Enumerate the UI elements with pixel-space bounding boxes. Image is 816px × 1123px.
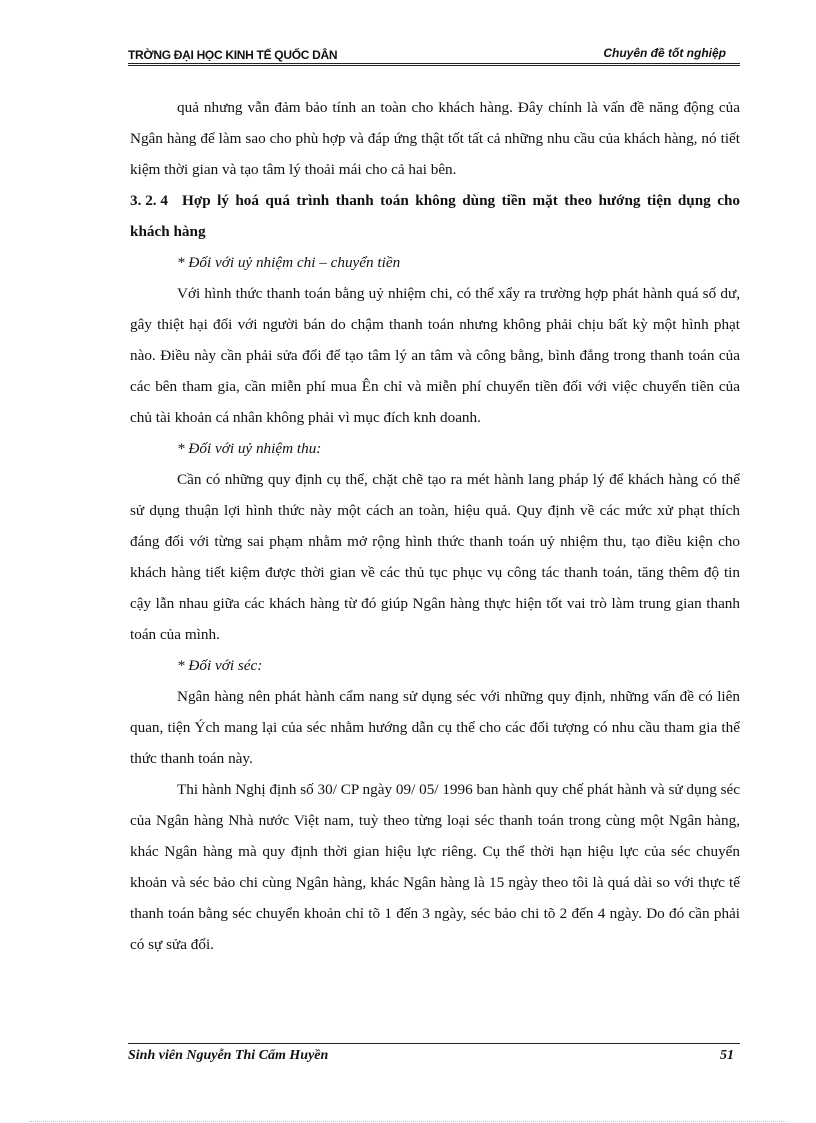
paragraph-sec-handbook: Ngân hàng nên phát hành cẩm nang sử dụng séc với những quy định, những vấn đề có liên quan, tiện Ých mang lại của séc nhằm hướng dẫn cụ thể cho các đối tượng có nhu cầu tham gia thể thức thanh toán này. (130, 688, 740, 767)
footer-author: Sinh viên Nguyễn Thi Cẩm Huyền (128, 1048, 329, 1063)
paragraph-uy-nhiem-thu: Cần có những quy định cụ thể, chặt chẽ tạo ra mét hành lang pháp lý để khách hàng có thể sử dụng thuận lợi hình thức này một cách an toàn, hiệu quả. Quy định về các mức xử phạt thích đáng đối với từng sai phạm nhằm mở rộng hình thức thanh toán uỷ nhiệm thu, tạo điều kiện cho khách hàng tiết kiệm được thời gian về các thủ tục phục vụ công tác thanh toán, tăng thêm độ tin cậy lẫn nhau giữa các khách hàng từ đó giúp Ngân hàng thực hiện tốt vai trò làm trung gian thanh toán của mình. (130, 471, 740, 643)
paragraph-intro: quả nhưng vẫn đảm bảo tính an toàn cho khách hàng. Đây chính là vấn đề năng động của Ngân hàng để làm sao cho phù hợp và đáp ứng thật tốt tất cả những nhu cầu của khách hàng, nó tiết kiệm thời gian và tạo tâm lý thoải mái cho cả hai bên. (130, 99, 740, 178)
page-header (128, 46, 740, 66)
header-thesis-type: Chuyên đề tốt nghiệp (603, 46, 726, 60)
page-footer (128, 1043, 740, 1067)
footer-rule (128, 1043, 740, 1044)
section-number: 3. 2. 4 (130, 192, 168, 209)
header-rule-secondary (128, 65, 740, 66)
page-bottom-edge (30, 1121, 786, 1122)
header-rule (128, 63, 740, 64)
section-heading (130, 185, 740, 247)
document-body (130, 92, 740, 960)
section-title: Hợp lý hoá quá trình thanh toán không dùng tiền mặt theo hướng tiện dụng cho khách hàng (130, 192, 740, 240)
subheading-sec: * Đối với séc: (177, 657, 263, 674)
header-university: TRỜNG ĐẠI HỌC KINH TẾ QUỐC DÂN (128, 48, 338, 62)
paragraph-uy-nhiem-chi: Với hình thức thanh toán bằng uỷ nhiệm chi, có thể xẩy ra trường hợp phát hành quá số dư, gây thiệt hại đối với người bán do chậm thanh toán nhưng không phải chịu bất kỳ một hình phạt nào. Điều này cần phải sửa đổi để tạo tâm lý an tâm và công bằng, bình đẳng trong thanh toán của các bên tham gia, cần miễn phí mua Ên chỉ và miễn phí chuyển tiền đối với việc chuyển tiền của chủ tài khoản cá nhân không phải vì mục đích knh doanh. (130, 285, 740, 426)
subheading-uy-nhiem-chi: * Đối với uỷ nhiệm chi – chuyển tiền (177, 254, 401, 271)
paragraph-sec-decree: Thi hành Nghị định số 30/ CP ngày 09/ 05/ 1996 ban hành quy chế phát hành và sử dụng séc của Ngân hàng Nhà nước Việt nam, tuỳ theo từng loại séc thanh toán trong cùng một Ngân hàng, khác Ngân hàng mà quy định thời gian hiệu lực riêng. Cụ thể thời hạn hiệu lực của séc chuyển khoản và séc bảo chi cùng Ngân hàng, khác Ngân hàng là 15 ngày theo tôi là quá dài so với thực tế thanh toán bằng séc chuyển khoản chỉ tõ 1 đến 3 ngày, séc bảo chi tõ 2 đến 4 ngày. Do đó cần phải có sự sửa đổi. (130, 781, 740, 953)
page-number: 51 (720, 1048, 734, 1063)
subheading-uy-nhiem-thu: * Đối với uỷ nhiệm thu: (177, 440, 322, 457)
